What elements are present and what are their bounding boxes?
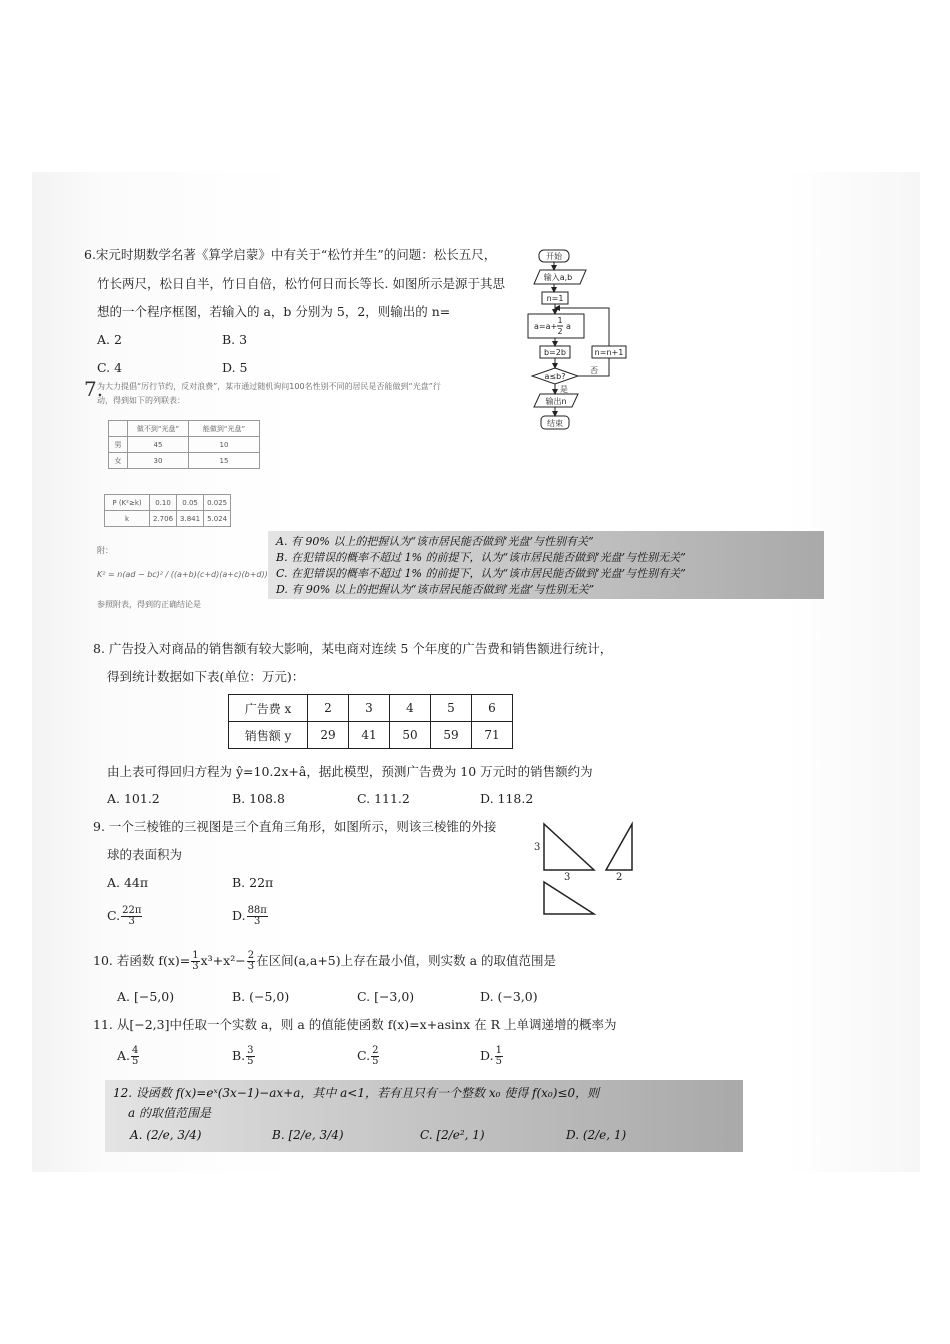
q9-front-view [544,824,594,870]
q8-data-table [228,694,513,749]
q9-label-bottom: 3 [564,872,571,883]
q8-option-a: A. 101.2 [107,791,160,806]
q7-formula: K² = n(ad − bc)² / ((a+b)(c+d)(a+c)(b+d)) [97,570,268,579]
q7-k-cell: 0.05 [177,495,204,511]
q9-line2: 球的表面积为 [107,847,183,862]
fc-input: 输入a,b [543,273,573,282]
q8-cell: 41 [349,722,390,749]
q9-top-view [544,882,594,914]
q7-option-a: A. 有 90% 以上的把握认为“该市居民能否做到‘光盘’与性别有关” [276,535,594,548]
q9-option-d: D. $\frac{88\pi}{3}$ [232,905,267,927]
fc-start: 开始 [546,252,562,261]
fc-update-a: a=a+ [534,322,558,331]
q8-line1: 8. 广告投入对商品的销售额有较大影响，某电商对连续 5 个年度的广告费和销售额进行统计， [93,641,613,656]
q8-row-x-header: 广告费 x [229,695,308,722]
q7-footer: 参照附表，得到的正确结论是 [97,600,201,609]
q10-option-c: C. [−3,0) [357,989,415,1004]
q7-cell: 30 [128,453,189,469]
q6-option-d: D. 5 [222,360,248,375]
q7-k-cell: 5.024 [204,511,231,527]
q7-option-d: D. 有 90% 以上的把握认为“该市居民能否做到‘光盘’与性别无关” [276,583,595,596]
q8-cell: 29 [308,722,349,749]
q8-cell: 71 [472,722,513,749]
q9-three-views [530,820,640,920]
q11-option-c: C. $\frac{2}{5}$ [357,1045,379,1067]
q9-side-view [606,824,632,870]
fc-no: 否 [590,366,598,375]
q10-option-d: D. (−3,0) [480,989,538,1004]
q9-option-a: A. 44π [107,875,149,890]
fc-update-a-tail: a [566,322,571,331]
q6-flowchart [520,242,640,436]
q7-option-b: B. 在犯错误的概率不超过 1% 的前提下，认为“该市居民能否做到‘光盘’与性别无关” [276,551,686,564]
q7-contingency-table [108,420,260,469]
q7-k-cell: 0.10 [150,495,177,511]
q7-cell: 45 [128,437,189,453]
q9-label-right: 2 [616,872,623,883]
q12-option-a: A. (2/e, 3/4) [130,1128,202,1142]
q12-option-c: C. [2/e², 1) [420,1128,485,1142]
q7-k-table [104,494,231,527]
fc-frac-num: 1 [557,316,563,325]
q10-option-a: A. [−5,0) [117,989,175,1004]
q6-option-a: A. 2 [97,332,122,347]
q10-stem: 10. 若函数 f(x)= $\frac{1}{3}$ x³+x²− $\frac{2}{3}$ 在区间(a,a+5)上存在最小值，则实数 a 的取值范围是 [93,950,557,972]
q6-line2: 竹长两尺，松日自半，竹日自倍，松竹何日而长等长. 如图所示是源于其思 [97,276,505,291]
q7-cell: 15 [189,453,260,469]
q6-option-b: B. 3 [222,332,248,347]
q7-k-cell: P (K²≥k) [105,495,150,511]
q8-cell: 6 [472,695,513,722]
q9-option-b: B. 22π [232,875,274,890]
q7-line1: 为大力提倡“厉行节约，反对浪费”，某市通过随机询问100名性别不同的居民是否能做到“光盘”行 [97,382,441,391]
fc-condition: a≤b? [544,372,566,381]
fc-end: 结束 [547,419,563,428]
q7-line2: 动，得到如下的列联表： [97,396,185,405]
q7-th-2: 能做到“光盘” [189,421,260,437]
q11-option-b: B. $\frac{3}{5}$ [232,1045,254,1067]
fc-frac-den: 2 [557,327,563,336]
q8-line2: 得到统计数据如下表(单位：万元)： [107,669,305,684]
q10-option-b: B. (−5,0) [232,989,290,1004]
q12-line1: 12. 设函数 f(x)=eˣ(3x−1)−ax+a，其中 a<1，若有且只有一个整数 x₀ 使得 f(x₀)≤0，则 [113,1086,600,1100]
q11-stem: 11. 从[−2,3]中任取一个实数 a，则 a 的值能使函数 f(x)=x+asinx 在 R 上单调递增的概率为 [93,1017,617,1032]
q8-cell: 3 [349,695,390,722]
fc-yes: 是 [560,385,568,394]
q11-option-a: A. $\frac{4}{5}$ [117,1045,139,1067]
fc-init: n=1 [546,294,564,303]
q7-k-cell: k [105,511,150,527]
q6-option-c: C. 4 [97,360,123,375]
q7-option-c: C. 在犯错误的概率不超过 1% 的前提下，认为“该市居民能否做到‘光盘’与性别有关” [276,567,686,580]
q6-line3: 想的一个程序框图，若输入的 a，b 分别为 5，2，则输出的 n= [97,304,451,319]
q7-cell: 女 [109,453,128,469]
q8-cell: 59 [431,722,472,749]
fc-update-b: b=2b [544,348,566,357]
q7-cell: 男 [109,437,128,453]
q9-label-left: 3 [534,842,541,853]
q8-cell: 50 [390,722,431,749]
q7-cell: 10 [189,437,260,453]
q7-k-cell: 2.706 [150,511,177,527]
q8-option-c: C. 111.2 [357,791,410,806]
q12-option-d: D. (2/e, 1) [566,1128,627,1142]
q7-appendix-label: 附： [97,546,113,555]
q8-row-y-header: 销售额 y [229,722,308,749]
fc-increment: n=n+1 [594,348,624,357]
q12-line2: a 的取值范围是 [128,1106,211,1120]
q9-option-c: C. $\frac{22\pi}{3}$ [107,905,142,927]
fc-output: 输出n [545,397,567,406]
q8-line3: 由上表可得回归方程为 ŷ=10.2x+â，据此模型，预测广告费为 10 万元时的销售额约为 [107,764,593,779]
q8-cell: 2 [308,695,349,722]
q7-number: 7. [84,377,104,401]
q8-option-d: D. 118.2 [480,791,534,806]
q8-option-b: B. 108.8 [232,791,285,806]
q7-k-cell: 3.841 [177,511,204,527]
q7-th-0 [109,421,128,437]
q6-line1: 6.宋元时期数学名著《算学启蒙》中有关于“松竹并生”的问题：松长五尺， [84,247,497,262]
q8-cell: 4 [390,695,431,722]
q12-option-b: B. [2/e, 3/4) [272,1128,344,1142]
q9-line1: 9. 一个三棱锥的三视图是三个直角三角形，如图所示，则该三棱锥的外接 [93,819,497,834]
q7-th-1: 做不到“光盘” [128,421,189,437]
q7-k-cell: 0.025 [204,495,231,511]
q11-option-d: D. $\frac{1}{5}$ [480,1045,502,1067]
q8-cell: 5 [431,695,472,722]
